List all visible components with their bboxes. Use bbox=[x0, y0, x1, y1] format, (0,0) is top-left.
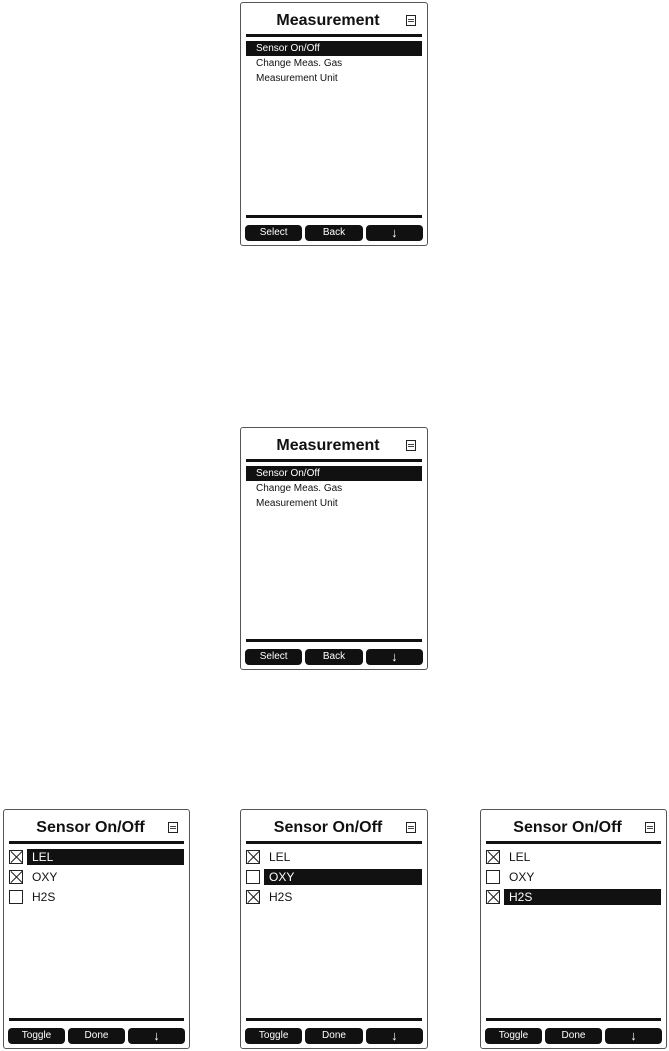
done-softkey[interactable]: Done bbox=[305, 1028, 362, 1044]
unchecked-checkbox-icon[interactable] bbox=[246, 870, 260, 884]
toggle-softkey[interactable]: Toggle bbox=[485, 1028, 542, 1044]
sensor-on-off-screen-3 bbox=[480, 809, 667, 1049]
sensor-list bbox=[486, 848, 661, 908]
screen-title: Measurement bbox=[276, 437, 380, 454]
softkey-divider bbox=[9, 1018, 184, 1021]
sensor-on-off-screen-2 bbox=[240, 809, 428, 1049]
title-divider bbox=[246, 459, 422, 462]
sensor-label: H2S bbox=[269, 890, 293, 904]
menu-item-change-meas-gas[interactable]: Change Meas. Gas bbox=[256, 58, 343, 69]
document-icon bbox=[645, 822, 655, 833]
sensor-item-h2s[interactable] bbox=[486, 888, 661, 908]
sensor-item-oxy[interactable] bbox=[9, 868, 184, 888]
menu-item-measurement-unit[interactable]: Measurement Unit bbox=[256, 73, 338, 84]
sensor-on-off-screen-1 bbox=[3, 809, 190, 1049]
document-icon bbox=[406, 15, 416, 26]
sensor-label: LEL bbox=[27, 849, 184, 865]
toggle-softkey[interactable]: Toggle bbox=[8, 1028, 65, 1044]
sensor-item-oxy[interactable] bbox=[246, 868, 422, 888]
sensor-item-lel[interactable] bbox=[9, 848, 184, 868]
toggle-softkey[interactable]: Toggle bbox=[245, 1028, 302, 1044]
checked-checkbox-icon[interactable] bbox=[9, 870, 23, 884]
screen-title: Measurement bbox=[276, 12, 380, 29]
sensor-label: OXY bbox=[509, 870, 535, 884]
softkey-divider bbox=[246, 1018, 422, 1021]
sensor-list bbox=[9, 848, 184, 908]
sensor-label: OXY bbox=[32, 870, 58, 884]
checked-checkbox-icon[interactable] bbox=[246, 850, 260, 864]
checked-checkbox-icon[interactable] bbox=[246, 890, 260, 904]
sensor-item-lel[interactable] bbox=[246, 848, 422, 868]
menu-item-measurement-unit[interactable]: Measurement Unit bbox=[256, 498, 338, 509]
unchecked-checkbox-icon[interactable] bbox=[9, 890, 23, 904]
down-arrow-softkey[interactable]: ↓ bbox=[605, 1028, 662, 1044]
unchecked-checkbox-icon[interactable] bbox=[486, 870, 500, 884]
back-softkey[interactable]: Back bbox=[305, 225, 362, 241]
menu-item-change-meas-gas[interactable]: Change Meas. Gas bbox=[256, 483, 343, 494]
document-icon bbox=[406, 822, 416, 833]
sensor-list bbox=[246, 848, 422, 908]
softkey-bar bbox=[245, 1028, 423, 1044]
sensor-label: LEL bbox=[509, 850, 531, 864]
title-divider bbox=[246, 841, 422, 844]
measurement-screen-1 bbox=[240, 2, 428, 246]
softkey-bar bbox=[245, 649, 423, 665]
title-divider bbox=[9, 841, 184, 844]
checked-checkbox-icon[interactable] bbox=[9, 850, 23, 864]
title-divider bbox=[486, 841, 661, 844]
document-icon bbox=[406, 440, 416, 451]
done-softkey[interactable]: Done bbox=[545, 1028, 602, 1044]
menu-list bbox=[246, 41, 422, 86]
sensor-label: H2S bbox=[32, 890, 56, 904]
menu-list bbox=[246, 466, 422, 511]
sensor-label: OXY bbox=[264, 869, 422, 885]
softkey-bar bbox=[8, 1028, 185, 1044]
checked-checkbox-icon[interactable] bbox=[486, 890, 500, 904]
sensor-label: LEL bbox=[269, 850, 291, 864]
screen-title: Sensor On/Off bbox=[273, 819, 383, 836]
sensor-label: H2S bbox=[504, 889, 661, 905]
sensor-item-oxy[interactable] bbox=[486, 868, 661, 888]
down-arrow-softkey[interactable]: ↓ bbox=[366, 1028, 423, 1044]
screen-title: Sensor On/Off bbox=[36, 819, 145, 836]
down-arrow-softkey[interactable]: ↓ bbox=[366, 649, 423, 665]
softkey-bar bbox=[485, 1028, 662, 1044]
title-divider bbox=[246, 34, 422, 37]
softkey-bar bbox=[245, 225, 423, 241]
select-softkey[interactable]: Select bbox=[245, 225, 302, 241]
checked-checkbox-icon[interactable] bbox=[486, 850, 500, 864]
softkey-divider bbox=[246, 215, 422, 218]
select-softkey[interactable]: Select bbox=[245, 649, 302, 665]
down-arrow-softkey[interactable]: ↓ bbox=[128, 1028, 185, 1044]
sensor-item-h2s[interactable] bbox=[9, 888, 184, 908]
back-softkey[interactable]: Back bbox=[305, 649, 362, 665]
screen-title: Sensor On/Off bbox=[513, 819, 622, 836]
measurement-screen-2 bbox=[240, 427, 428, 670]
sensor-item-h2s[interactable] bbox=[246, 888, 422, 908]
done-softkey[interactable]: Done bbox=[68, 1028, 125, 1044]
down-arrow-softkey[interactable]: ↓ bbox=[366, 225, 423, 241]
softkey-divider bbox=[486, 1018, 661, 1021]
document-icon bbox=[168, 822, 178, 833]
menu-item-sensor-on-off[interactable]: Sensor On/Off bbox=[246, 466, 422, 481]
softkey-divider bbox=[246, 639, 422, 642]
sensor-item-lel[interactable] bbox=[486, 848, 661, 868]
menu-item-sensor-on-off[interactable]: Sensor On/Off bbox=[246, 41, 422, 56]
